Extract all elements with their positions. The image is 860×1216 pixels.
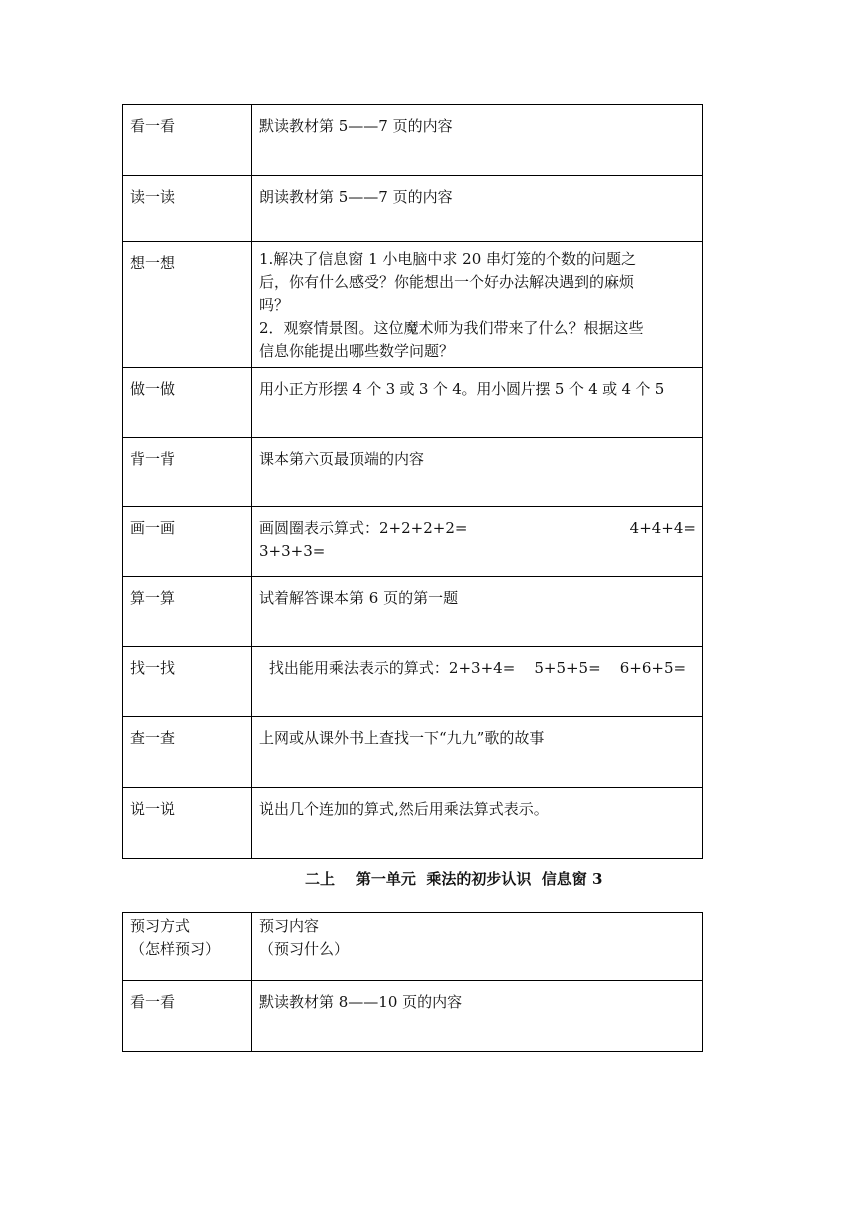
content-line: 后，你有什么感受？你能想出一个好办法解决遇到的麻烦 [259, 273, 635, 291]
table-header-row [123, 913, 703, 981]
content-cell [252, 647, 703, 717]
content-line: 1.解决了信息窗 1 小电脑中求 20 串灯笼的个数的问题之 [259, 250, 637, 268]
method-cell: 查一查 [123, 717, 252, 788]
table-row [123, 577, 703, 647]
content-cell: 默读教材第 8——10 页的内容 [252, 981, 703, 1052]
header-label: 预习内容 [259, 917, 320, 935]
equation-text: 3+3+3= [259, 542, 326, 560]
table-row [123, 438, 703, 507]
table-row [123, 507, 703, 577]
header-sublabel: （怎样预习） [130, 940, 221, 958]
content-cell: 课本第六页最顶端的内容 [252, 438, 703, 507]
content-line: 信息你能提出哪些数学问题？ [259, 342, 455, 360]
header-sublabel: （预习什么） [259, 940, 350, 958]
header-label: 预习方式 [130, 917, 191, 935]
method-cell: 找一找 [123, 647, 252, 717]
content-line: 吗？ [259, 296, 290, 314]
method-cell: 看一看 [123, 981, 252, 1052]
section-heading: 二上 第一单元 乘法的初步认识 信息窗 3 [305, 870, 603, 888]
content-cell: 说出几个连加的算式,然后用乘法算式表示。 [252, 788, 703, 859]
content-line [259, 517, 696, 540]
content-cell: 朗读教材第 5——7 页的内容 [252, 176, 703, 242]
content-cell [252, 507, 703, 577]
method-cell: 背一背 [123, 438, 252, 507]
content-header-cell [252, 913, 703, 981]
table-row [123, 368, 703, 438]
preview-table-2 [122, 912, 703, 1052]
preview-table-1 [122, 104, 703, 859]
method-cell: 读一读 [123, 176, 252, 242]
method-cell: 做一做 [123, 368, 252, 438]
table-row [123, 788, 703, 859]
content-cell [252, 242, 703, 368]
content-cell: 上网或从课外书上查找一下“九九”歌的故事 [252, 717, 703, 788]
content-cell: 试着解答课本第 6 页的第一题 [252, 577, 703, 647]
method-cell: 想一想 [123, 242, 252, 368]
table-row [123, 176, 703, 242]
content-line: 找出能用乘法表示的算式：2+3+4= 5+5+5= 6+6+5= [268, 659, 687, 677]
table-row [123, 717, 703, 788]
equation-text: 4+4+4= [629, 519, 696, 537]
table-row [123, 981, 703, 1052]
table-row [123, 242, 703, 368]
table-row [123, 647, 703, 717]
method-cell: 画一画 [123, 507, 252, 577]
table-row [123, 105, 703, 176]
method-header-cell [123, 913, 252, 981]
content-cell: 用小正方形摆 4 个 3 或 3 个 4。用小圆片摆 5 个 4 或 4 个 5 [252, 368, 703, 438]
content-cell: 默读教材第 5——7 页的内容 [252, 105, 703, 176]
method-cell: 算一算 [123, 577, 252, 647]
equation-text: 画圆圈表示算式：2+2+2+2= [259, 519, 468, 537]
method-cell: 说一说 [123, 788, 252, 859]
method-cell: 看一看 [123, 105, 252, 176]
content-line: 2．观察情景图。这位魔术师为我们带来了什么？根据这些 [259, 319, 644, 337]
